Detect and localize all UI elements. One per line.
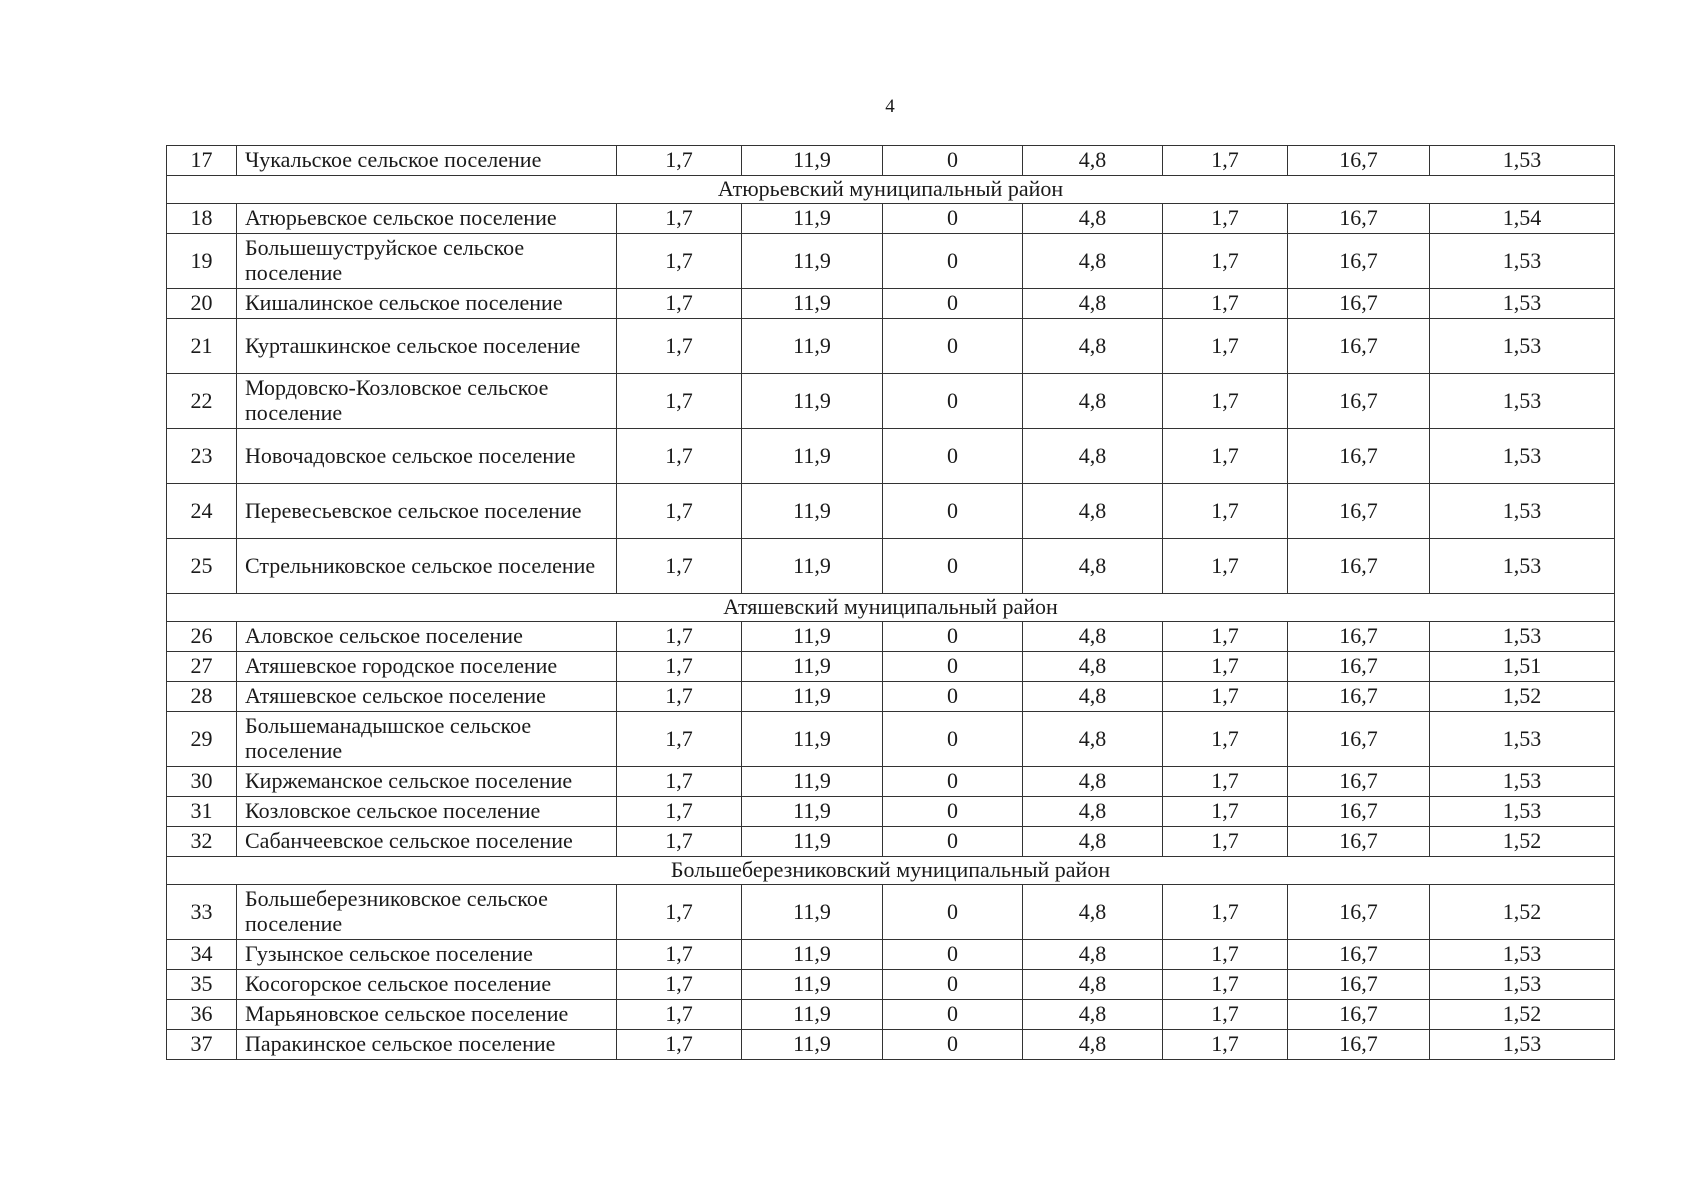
value-cell-4: 4,8 <box>1023 1030 1163 1060</box>
settlement-name: Атяшевское городское поселение <box>237 652 617 682</box>
value-cell-6: 16,7 <box>1288 289 1430 319</box>
table-row <box>167 827 1615 857</box>
table-row <box>167 712 1615 767</box>
value-cell-2: 11,9 <box>742 146 883 176</box>
value-cell-4: 4,8 <box>1023 767 1163 797</box>
table-row <box>167 484 1615 539</box>
value-cell-7: 1,51 <box>1430 652 1615 682</box>
value-cell-3: 0 <box>883 940 1023 970</box>
value-cell-4: 4,8 <box>1023 712 1163 767</box>
district-header-row <box>167 857 1615 885</box>
value-cell-3: 0 <box>883 970 1023 1000</box>
value-cell-3: 0 <box>883 289 1023 319</box>
value-cell-5: 1,7 <box>1163 204 1288 234</box>
value-cell-3: 0 <box>883 712 1023 767</box>
value-cell-2: 11,9 <box>742 767 883 797</box>
settlement-name: Чукальское сельское поселение <box>237 146 617 176</box>
value-cell-2: 11,9 <box>742 940 883 970</box>
settlement-name: Косогорское сельское поселение <box>237 970 617 1000</box>
value-cell-6: 16,7 <box>1288 652 1430 682</box>
value-cell-1: 1,7 <box>617 622 742 652</box>
value-cell-1: 1,7 <box>617 539 742 594</box>
district-header-row <box>167 594 1615 622</box>
value-cell-1: 1,7 <box>617 827 742 857</box>
row-number: 30 <box>167 767 237 797</box>
table-row <box>167 885 1615 940</box>
value-cell-4: 4,8 <box>1023 234 1163 289</box>
value-cell-4: 4,8 <box>1023 652 1163 682</box>
value-cell-2: 11,9 <box>742 234 883 289</box>
settlement-name: Большеберезниковское сельское поселение <box>237 885 617 940</box>
settlement-name: Атяшевское сельское поселение <box>237 682 617 712</box>
value-cell-6: 16,7 <box>1288 940 1430 970</box>
value-cell-3: 0 <box>883 652 1023 682</box>
value-cell-4: 4,8 <box>1023 429 1163 484</box>
table-row <box>167 234 1615 289</box>
value-cell-3: 0 <box>883 484 1023 539</box>
value-cell-6: 16,7 <box>1288 319 1430 374</box>
value-cell-6: 16,7 <box>1288 970 1430 1000</box>
value-cell-6: 16,7 <box>1288 682 1430 712</box>
row-number: 37 <box>167 1030 237 1060</box>
value-cell-5: 1,7 <box>1163 970 1288 1000</box>
value-cell-1: 1,7 <box>617 940 742 970</box>
value-cell-7: 1,53 <box>1430 484 1615 539</box>
value-cell-2: 11,9 <box>742 429 883 484</box>
value-cell-2: 11,9 <box>742 1030 883 1060</box>
row-number: 36 <box>167 1000 237 1030</box>
value-cell-4: 4,8 <box>1023 885 1163 940</box>
value-cell-6: 16,7 <box>1288 712 1430 767</box>
value-cell-1: 1,7 <box>617 682 742 712</box>
value-cell-3: 0 <box>883 827 1023 857</box>
value-cell-3: 0 <box>883 539 1023 594</box>
value-cell-2: 11,9 <box>742 289 883 319</box>
settlement-name: Сабанчеевское сельское поселение <box>237 827 617 857</box>
value-cell-7: 1,52 <box>1430 827 1615 857</box>
value-cell-7: 1,53 <box>1430 289 1615 319</box>
row-number: 17 <box>167 146 237 176</box>
value-cell-7: 1,53 <box>1430 940 1615 970</box>
value-cell-2: 11,9 <box>742 484 883 539</box>
value-cell-2: 11,9 <box>742 652 883 682</box>
value-cell-6: 16,7 <box>1288 429 1430 484</box>
row-number: 19 <box>167 234 237 289</box>
value-cell-1: 1,7 <box>617 797 742 827</box>
row-number: 27 <box>167 652 237 682</box>
value-cell-7: 1,52 <box>1430 682 1615 712</box>
table-row <box>167 682 1615 712</box>
value-cell-2: 11,9 <box>742 204 883 234</box>
table-row <box>167 539 1615 594</box>
value-cell-2: 11,9 <box>742 682 883 712</box>
row-number: 34 <box>167 940 237 970</box>
table-row <box>167 767 1615 797</box>
row-number: 35 <box>167 970 237 1000</box>
value-cell-4: 4,8 <box>1023 827 1163 857</box>
table-body <box>167 146 1615 1060</box>
row-number: 25 <box>167 539 237 594</box>
table-row <box>167 1030 1615 1060</box>
value-cell-2: 11,9 <box>742 539 883 594</box>
table-row <box>167 146 1615 176</box>
table-row <box>167 204 1615 234</box>
row-number: 26 <box>167 622 237 652</box>
table-row <box>167 940 1615 970</box>
value-cell-5: 1,7 <box>1163 940 1288 970</box>
district-name: Атяшевский муниципальный район <box>167 594 1615 622</box>
value-cell-5: 1,7 <box>1163 1030 1288 1060</box>
table-row <box>167 652 1615 682</box>
table-row <box>167 1000 1615 1030</box>
table-row <box>167 319 1615 374</box>
value-cell-7: 1,53 <box>1430 797 1615 827</box>
value-cell-7: 1,52 <box>1430 885 1615 940</box>
value-cell-6: 16,7 <box>1288 146 1430 176</box>
value-cell-4: 4,8 <box>1023 682 1163 712</box>
row-number: 22 <box>167 374 237 429</box>
value-cell-4: 4,8 <box>1023 622 1163 652</box>
value-cell-6: 16,7 <box>1288 622 1430 652</box>
settlement-name: Киржеманское сельское поселение <box>237 767 617 797</box>
value-cell-5: 1,7 <box>1163 767 1288 797</box>
settlement-name: Стрельниковское сельское поселение <box>237 539 617 594</box>
settlement-name: Атюрьевское сельское поселение <box>237 204 617 234</box>
value-cell-1: 1,7 <box>617 970 742 1000</box>
value-cell-1: 1,7 <box>617 204 742 234</box>
value-cell-7: 1,52 <box>1430 1000 1615 1030</box>
value-cell-5: 1,7 <box>1163 827 1288 857</box>
settlement-name: Большеманадышское сельское поселение <box>237 712 617 767</box>
value-cell-6: 16,7 <box>1288 827 1430 857</box>
settlement-name: Паракинское сельское поселение <box>237 1030 617 1060</box>
row-number: 23 <box>167 429 237 484</box>
value-cell-6: 16,7 <box>1288 767 1430 797</box>
page-number: 4 <box>885 96 895 117</box>
settlement-name: Большешуструйское сельское поселение <box>237 234 617 289</box>
value-cell-2: 11,9 <box>742 374 883 429</box>
value-cell-6: 16,7 <box>1288 484 1430 539</box>
value-cell-7: 1,53 <box>1430 970 1615 1000</box>
value-cell-1: 1,7 <box>617 146 742 176</box>
row-number: 33 <box>167 885 237 940</box>
value-cell-1: 1,7 <box>617 712 742 767</box>
value-cell-4: 4,8 <box>1023 146 1163 176</box>
settlement-name: Мордовско-Козловское сельское поселение <box>237 374 617 429</box>
value-cell-2: 11,9 <box>742 712 883 767</box>
value-cell-4: 4,8 <box>1023 1000 1163 1030</box>
value-cell-3: 0 <box>883 1030 1023 1060</box>
value-cell-1: 1,7 <box>617 767 742 797</box>
value-cell-2: 11,9 <box>742 970 883 1000</box>
value-cell-1: 1,7 <box>617 289 742 319</box>
value-cell-5: 1,7 <box>1163 289 1288 319</box>
table-row <box>167 797 1615 827</box>
value-cell-4: 4,8 <box>1023 374 1163 429</box>
value-cell-6: 16,7 <box>1288 539 1430 594</box>
value-cell-2: 11,9 <box>742 885 883 940</box>
value-cell-3: 0 <box>883 374 1023 429</box>
value-cell-7: 1,54 <box>1430 204 1615 234</box>
district-name: Атюрьевский муниципальный район <box>167 176 1615 204</box>
value-cell-7: 1,53 <box>1430 429 1615 484</box>
row-number: 29 <box>167 712 237 767</box>
value-cell-3: 0 <box>883 319 1023 374</box>
value-cell-4: 4,8 <box>1023 484 1163 539</box>
value-cell-6: 16,7 <box>1288 1030 1430 1060</box>
value-cell-3: 0 <box>883 767 1023 797</box>
value-cell-6: 16,7 <box>1288 374 1430 429</box>
value-cell-5: 1,7 <box>1163 146 1288 176</box>
value-cell-3: 0 <box>883 1000 1023 1030</box>
table-row <box>167 374 1615 429</box>
row-number: 28 <box>167 682 237 712</box>
value-cell-5: 1,7 <box>1163 682 1288 712</box>
settlement-name: Кишалинское сельское поселение <box>237 289 617 319</box>
value-cell-1: 1,7 <box>617 429 742 484</box>
value-cell-7: 1,53 <box>1430 146 1615 176</box>
value-cell-4: 4,8 <box>1023 940 1163 970</box>
value-cell-3: 0 <box>883 885 1023 940</box>
district-name: Большеберезниковский муниципальный район <box>167 857 1615 885</box>
value-cell-6: 16,7 <box>1288 797 1430 827</box>
value-cell-5: 1,7 <box>1163 797 1288 827</box>
value-cell-5: 1,7 <box>1163 234 1288 289</box>
value-cell-5: 1,7 <box>1163 1000 1288 1030</box>
value-cell-5: 1,7 <box>1163 712 1288 767</box>
row-number: 20 <box>167 289 237 319</box>
value-cell-3: 0 <box>883 429 1023 484</box>
row-number: 21 <box>167 319 237 374</box>
table-row <box>167 289 1615 319</box>
value-cell-4: 4,8 <box>1023 204 1163 234</box>
table-row <box>167 429 1615 484</box>
settlement-name: Курташкинское сельское поселение <box>237 319 617 374</box>
value-cell-1: 1,7 <box>617 374 742 429</box>
value-cell-7: 1,53 <box>1430 1030 1615 1060</box>
value-cell-1: 1,7 <box>617 1000 742 1030</box>
value-cell-2: 11,9 <box>742 797 883 827</box>
table-row <box>167 622 1615 652</box>
value-cell-1: 1,7 <box>617 885 742 940</box>
settlement-name: Марьяновское сельское поселение <box>237 1000 617 1030</box>
value-cell-5: 1,7 <box>1163 652 1288 682</box>
settlement-name: Новочадовское сельское поселение <box>237 429 617 484</box>
value-cell-7: 1,53 <box>1430 234 1615 289</box>
value-cell-7: 1,53 <box>1430 622 1615 652</box>
value-cell-7: 1,53 <box>1430 374 1615 429</box>
value-cell-3: 0 <box>883 234 1023 289</box>
district-header-row <box>167 176 1615 204</box>
value-cell-5: 1,7 <box>1163 622 1288 652</box>
settlement-name: Гузынское сельское поселение <box>237 940 617 970</box>
value-cell-4: 4,8 <box>1023 539 1163 594</box>
value-cell-4: 4,8 <box>1023 319 1163 374</box>
value-cell-1: 1,7 <box>617 484 742 539</box>
value-cell-3: 0 <box>883 204 1023 234</box>
value-cell-3: 0 <box>883 622 1023 652</box>
data-table <box>166 145 1615 1060</box>
value-cell-7: 1,53 <box>1430 712 1615 767</box>
value-cell-7: 1,53 <box>1430 319 1615 374</box>
settlement-name: Перевесьевское сельское поселение <box>237 484 617 539</box>
value-cell-7: 1,53 <box>1430 767 1615 797</box>
value-cell-4: 4,8 <box>1023 970 1163 1000</box>
value-cell-2: 11,9 <box>742 1000 883 1030</box>
value-cell-5: 1,7 <box>1163 885 1288 940</box>
value-cell-1: 1,7 <box>617 652 742 682</box>
value-cell-2: 11,9 <box>742 827 883 857</box>
value-cell-5: 1,7 <box>1163 539 1288 594</box>
value-cell-1: 1,7 <box>617 234 742 289</box>
value-cell-1: 1,7 <box>617 1030 742 1060</box>
value-cell-2: 11,9 <box>742 622 883 652</box>
value-cell-3: 0 <box>883 682 1023 712</box>
value-cell-3: 0 <box>883 146 1023 176</box>
value-cell-7: 1,53 <box>1430 539 1615 594</box>
settlement-name: Аловское сельское поселение <box>237 622 617 652</box>
value-cell-1: 1,7 <box>617 319 742 374</box>
row-number: 24 <box>167 484 237 539</box>
row-number: 18 <box>167 204 237 234</box>
value-cell-6: 16,7 <box>1288 234 1430 289</box>
settlement-name: Козловское сельское поселение <box>237 797 617 827</box>
value-cell-5: 1,7 <box>1163 374 1288 429</box>
value-cell-4: 4,8 <box>1023 289 1163 319</box>
value-cell-6: 16,7 <box>1288 204 1430 234</box>
row-number: 32 <box>167 827 237 857</box>
value-cell-6: 16,7 <box>1288 1000 1430 1030</box>
value-cell-5: 1,7 <box>1163 319 1288 374</box>
value-cell-5: 1,7 <box>1163 484 1288 539</box>
value-cell-2: 11,9 <box>742 319 883 374</box>
value-cell-3: 0 <box>883 797 1023 827</box>
row-number: 31 <box>167 797 237 827</box>
value-cell-5: 1,7 <box>1163 429 1288 484</box>
table-row <box>167 970 1615 1000</box>
value-cell-6: 16,7 <box>1288 885 1430 940</box>
value-cell-4: 4,8 <box>1023 797 1163 827</box>
